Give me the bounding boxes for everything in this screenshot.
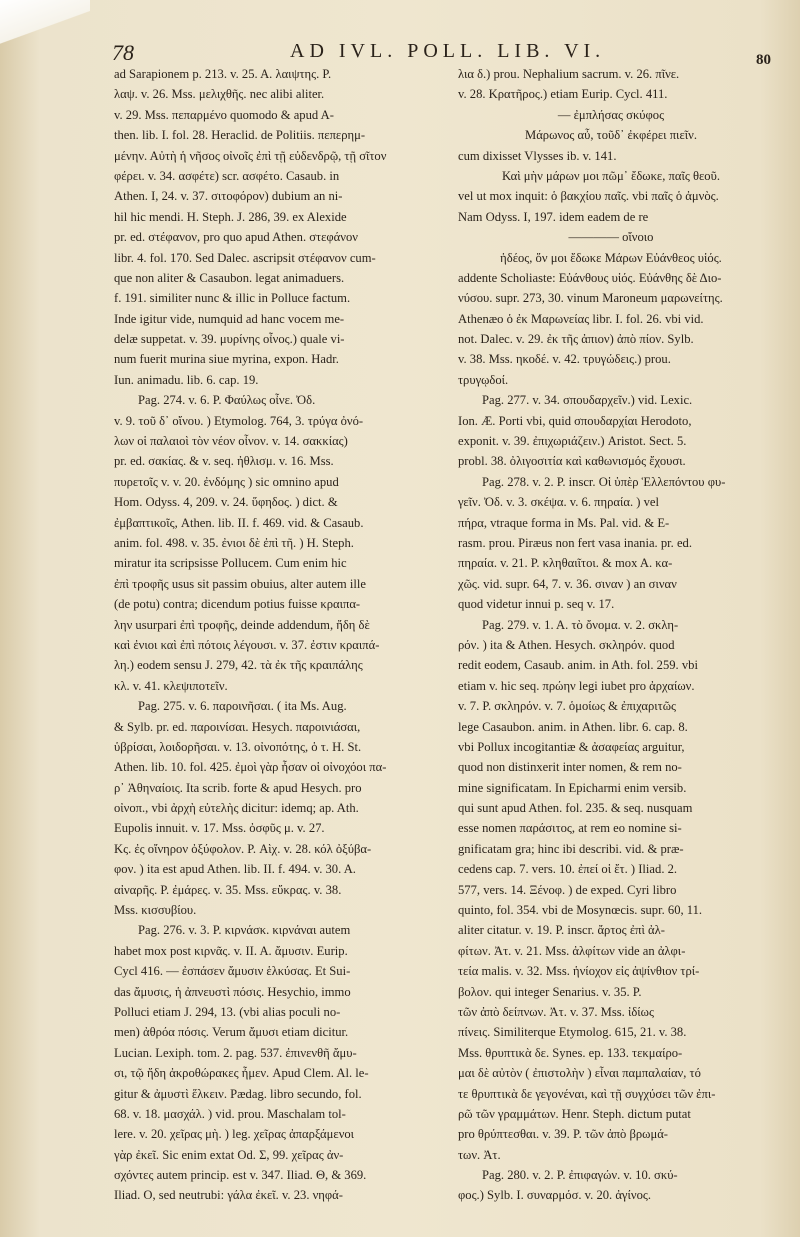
- right-text-column: [458, 64, 764, 1206]
- text-line: delæ suppetat. v. 39. μυρίνης οἶνος.) quale vi-: [114, 332, 345, 347]
- text-line: φέρει. v. 34. ασφέτε) scr. ασφέτο. Casaub. in: [114, 168, 340, 183]
- text-line: esse nomen παράσιτος, at rem eo nomine si-: [458, 821, 682, 836]
- text-line: Pag. 278. v. 2. P. inscr. Οἱ ὑπὲρ Ἑλλεπόντου φυ-: [482, 474, 726, 489]
- text-line: Ion. Æ. Porti vbi, quid σπουδαρχίαι Herodoto,: [458, 413, 692, 428]
- text-line: gnificatam gra; hinc ibi describi. vid. & præ-: [458, 841, 684, 856]
- text-line: Μάρωνος αὖ, τοῦδ᾽ ἐκφέρει πιεῖν.: [525, 128, 697, 143]
- text-line: — ἐμπλήσας σκύφος: [557, 107, 665, 122]
- text-line: lere. v. 20. χεῖρας μὴ. ) leg. χεῖρας ἀπαρξάμενοι: [114, 1127, 355, 1142]
- text-line: v. 7. P. σκληρόν. v. 7. ὁμοίως & ἐπιχαριτῶς: [458, 699, 676, 714]
- text-line: Καὶ μὴν μάρων μοι πῶμ᾽ ἔδωκε, παῖς θεοῦ.: [502, 168, 720, 183]
- text-line: πυρετοῖς v. v. 20. ἐνδόμης ) sic omnino apud: [114, 474, 339, 489]
- text-line: v. 29. Mss. πεπαρμένο quomodo & apud A-: [114, 107, 334, 122]
- text-line: lege Casaubon. anim. in Athen. libr. 6. cap. 8.: [458, 719, 688, 734]
- text-line: ἐμβαπτικοῖς, Athen. lib. II. f. 469. vid. & Casaub.: [114, 515, 364, 530]
- text-line: πίνεις. Similiterque Etymolog. 615, 21. v. 38.: [458, 1025, 687, 1040]
- text-line: quod videtur innui p. seq v. 17.: [458, 597, 615, 612]
- text-line: μένην. Αὐτὴ ἡ νῆσος οἰνοῖς ἐπὶ τῇ εὐδενδρῷ, τῇ σῖτον: [114, 148, 387, 163]
- text-line: quinto, fol. 354. vbi de Mosynœcis. supr. 60, 11.: [458, 903, 703, 918]
- text-line: σι, τῷ ἤδη ἀκροθώρακες ἦμεν. Apud Clem. Al. le-: [114, 1066, 369, 1081]
- text-line: τρυγῳδοί.: [458, 372, 509, 387]
- text-line: λην usurpari ἐπὶ τροφῆς, deinde addendum, ἤδη δὲ: [114, 617, 370, 632]
- text-line: pro θρύπτεσθαι. v. 39. P. τῶν ἀπὸ βρωμά-: [458, 1127, 668, 1142]
- text-line: ρῶ τῶν γραμμάτων. Henr. Steph. dictum putat: [458, 1106, 691, 1121]
- text-line: ad Sarapionem p. 213. v. 25. A. λαιψτης. P.: [114, 67, 332, 81]
- text-line: Hom. Odyss. 4, 209. v. 24. ὕφηδος. ) dict. &: [114, 495, 338, 510]
- text-line: libr. 4. fol. 170. Sed Dalec. ascripsit στέφανον cum-: [114, 250, 376, 265]
- text-line: ἡδέος, ὅν μοι ἔδωκε Μάρων Εὐάνθεος υἱός.: [500, 250, 722, 265]
- text-line: ρ᾽ Ἀθηναίοις. Ita scrib. forte & apud Hesych. pro: [114, 780, 362, 795]
- text-line: ὑβρίσαι, λοιδορῆσαι. v. 13. οἰνοπότης, ὁ τ. H. St.: [114, 739, 362, 754]
- text-line: hil hic mendi. H. Steph. J. 286, 39. ex Alexide: [114, 209, 347, 224]
- text-line: addente Scholiaste: Εὐάνθους υἱός. Εὐάνθης δὲ Διο-: [458, 270, 722, 285]
- text-line: cum dixisset Vlysses ib. v. 141.: [458, 148, 617, 163]
- text-line: habet mox post κιρνᾶς. v. II. A. ἄμυσιν. Eurip.: [114, 943, 348, 958]
- text-line: λη.) eodem sensu J. 279, 42. τὰ ἐκ τῆς κραιπάλης: [114, 658, 363, 673]
- text-line: λια δ.) prou. Nephalium sacrum. v. 26. πῖνε.: [458, 67, 680, 81]
- text-line: πήρα, vtraque forma in Ms. Pal. vid. & E-: [458, 515, 670, 530]
- text-line: men) ἀθρόα πόσις. Verum ἄμυσι etiam dicitur.: [114, 1025, 349, 1040]
- text-line: καὶ ἐνιοι καὶ ἐπὶ πότοις λέγουσι. v. 37. ἐστιν κραιπά-: [114, 637, 380, 652]
- text-line: νύσου. supr. 273, 30. vinum Maroneum μαρωνείτης.: [458, 291, 723, 306]
- text-line: των. Ἀτ.: [458, 1147, 501, 1162]
- text-line: 68. v. 18. μασχάλ. ) vid. prou. Maschalam tol-: [114, 1106, 346, 1121]
- text-line: cedens cap. 7. vers. 10. ἐπεί οἱ ἔτ. ) Iliad. 2.: [458, 862, 678, 877]
- text-line: rasm. prou. Piræus non fert vasa inania. pr. ed.: [458, 535, 692, 550]
- text-line: Iliad. Ο, sed neutrubi: γάλα ἐκεῖ. v. 23. νηφά-: [114, 1188, 343, 1203]
- text-line: Athenæo ὁ ἐκ Μαρωνείας libr. I. fol. 26. vbi vid.: [458, 311, 704, 326]
- text-line: que non aliter & Casaubon. legat animaduers.: [114, 270, 345, 285]
- text-line: then. lib. I. fol. 28. Heraclid. de Politiis. πεπερημ-: [114, 128, 366, 143]
- text-line: γὰρ ἐκεῖ. Sic enim extat Od. Σ, 99. χεῖρας ἀν-: [114, 1147, 344, 1162]
- text-line: Mss. θρυπτικὰ δε. Synes. ep. 133. τεκμαίρο-: [458, 1045, 683, 1060]
- text-line: σχόντες autem princip. est v. 347. Iliad. Θ, & 369.: [114, 1168, 367, 1183]
- text-line: φος.) Sylb. I. συναρμόσ. v. 20. ἀγίνος.: [458, 1188, 652, 1203]
- text-line: Pag. 274. v. 6. P. Φαύλως οἶνε. Ὀδ.: [138, 393, 316, 408]
- page-number-left: 78: [112, 40, 134, 65]
- text-line: v. 9. τοῦ δ᾽ οἴνου. ) Etymolog. 764, 3. τρύγα ὀνό-: [114, 413, 364, 428]
- text-line: probl. 38. ὀλιγοσιτία καὶ καθωνισμός ἔχουσι.: [458, 454, 686, 469]
- text-line: redit eodem, Casaub. anim. in Ath. fol. 259. vbi: [458, 658, 698, 673]
- text-line: gitur & ἀμυστὶ ἕλκειν. Pædag. libro secundo, fol.: [114, 1086, 362, 1101]
- text-line: aliter citatur. v. 19. P. inscr. ἄρτος ἐπὶ ἀλ-: [458, 923, 665, 938]
- running-head: AD IVL. POLL. LIB. VI.: [290, 40, 606, 62]
- text-line: Eupolis innuit. v. 17. Mss. ὀσφῦς μ. v. 27.: [114, 821, 325, 836]
- text-line: Pag. 275. v. 6. παροινῆσαι. ( ita Ms. Aug.: [138, 699, 347, 714]
- text-line: Lucian. Lexiph. tom. 2. pag. 537. ἐπινενθῆ ἄμυ-: [114, 1045, 357, 1060]
- text-line: quod non distinxerit inter nomen, & rem no-: [458, 760, 682, 775]
- text-line: ρόν. ) ita & Athen. Hesych. σκληρόν. quod: [458, 637, 675, 652]
- text-line: φον. ) ita est apud Athen. lib. II. f. 494. v. 30. A.: [114, 862, 356, 877]
- text-line: Mss. κισσυβίου.: [114, 903, 197, 918]
- text-line: Cycl 416. — ἐσπάσεν ἄμυσιν ἑλκύσας. Et Sui-: [114, 964, 351, 979]
- text-line: vbi Pollux incogitantiæ & ἀσαφείας arguitur,: [458, 739, 685, 754]
- text-line: τῶν ἀπὸ δείπνων. Ἀτ. v. 37. Mss. ἰδίως: [458, 1004, 654, 1019]
- text-line: ἐπὶ τροφῆς usus sit passim obuius, alter autem ille: [114, 576, 366, 591]
- text-line: etiam v. hic seq. πρώην legi iubet pro ἀρχαίων.: [458, 678, 695, 693]
- text-line: Pag. 279. v. 1. A. τὸ ὄνομα. v. 2. σκλη-: [482, 617, 679, 632]
- text-line: μαι δὲ αὐτὸν ( ἐπιστολὴν ) εἶναι παμπαλαίαν, τό: [458, 1066, 701, 1081]
- text-line: Athen. lib. 10. fol. 425. ἐμοὶ γὰρ ἦσαν οἱ οἰνοχόοι πα-: [114, 760, 387, 775]
- text-line: Κς. ἐς οἴνηρον ὀξύφολον. P. Αὶχ. v. 28. κόλ ὀξύβα-: [114, 841, 372, 856]
- text-line: ———— οἴνοιο: [568, 230, 654, 245]
- text-line: Pag. 280. v. 2. P. ἐπιφαγών. v. 10. σκύ-: [482, 1168, 678, 1183]
- text-line: v. 38. Mss. ηκοδέ. v. 42. τρυγώδεις.) prou.: [458, 352, 671, 367]
- text-line: λαψ. v. 26. Mss. μελιχθῆς. nec alibi aliter.: [114, 87, 325, 102]
- text-line: f. 191. similiter nunc & illic in Polluce factum.: [114, 291, 351, 306]
- text-line: τεία malis. v. 32. Mss. ἡνίοχον εἰς ἀψίνθιον τρί-: [458, 964, 700, 979]
- text-line: pr. ed. στέφανον, pro quo apud Athen. στεφάνον: [114, 230, 358, 245]
- text-line: miratur ita scripsisse Pollucem. Cum enim hic: [114, 556, 347, 571]
- text-line: 577, vers. 14. Ξένοφ. ) de exped. Cyri libro: [458, 882, 677, 897]
- text-line: αἰναρῆς. P. ἐμάρες. v. 35. Mss. εὔκρας. v. 38.: [114, 882, 342, 897]
- text-line: mine significatam. In Epicharmi enim versib.: [458, 780, 687, 795]
- page-number-right: 80: [756, 52, 771, 68]
- text-line: anim. fol. 498. v. 35. ἐνιοι δὲ ἐπὶ τῆ. ) H. Steph.: [114, 535, 354, 550]
- text-line: Pag. 276. v. 3. P. κιρνάσκ. κιρνάναι autem: [138, 923, 351, 938]
- text-line: Iun. animadu. lib. 6. cap. 19.: [114, 372, 259, 387]
- text-line: (de potu) contra; dicendum potius fuisse κραιπα-: [114, 597, 361, 612]
- text-line: λων οἱ παλαιοὶ τὸν νέον οἶνον. v. 14. σακκίας): [114, 434, 348, 449]
- text-line: not. Dalec. v. 29. ἐκ τῆς ἀπιον) ἀπὸ πίον. Sylb.: [458, 332, 694, 347]
- text-line: Nam Odyss. I, 197. idem eadem de re: [458, 209, 649, 224]
- left-text-column: [114, 64, 444, 1206]
- text-line: γεῖν. Ὀδ. v. 3. σκέψα. v. 6. πηραία. ) vel: [458, 495, 659, 510]
- text-line: χῶς. vid. supr. 64, 7. v. 36. σιναν ) an σιναν: [458, 576, 677, 591]
- text-line: das ἄμυσις, ἡ ἀπνευστὶ πόσις. Hesychio, immo: [114, 984, 351, 999]
- text-line: pr. ed. σακίας. & v. seq. ἠθλισμ. v. 16. Mss.: [114, 454, 334, 469]
- text-line: Polluci etiam J. 294, 13. (vbi alias poculi no-: [114, 1004, 341, 1019]
- text-line: Inde igitur vide, numquid ad hanc vocem me-: [114, 311, 345, 326]
- text-line: exponit. v. 39. ἐπιχωριάζειν.) Aristot. Sect. 5.: [458, 434, 687, 449]
- text-line: κλ. v. 41. κλεψιποτεῖν.: [114, 678, 228, 693]
- text-line: βολον. qui integer Senarius. v. 35. P.: [458, 984, 642, 999]
- text-line: v. 28. Κρατῆρος.) etiam Eurip. Cycl. 411.: [458, 87, 668, 102]
- text-line: Athen. I, 24. v. 37. σιτοφόρον) dubium an ni-: [114, 189, 343, 204]
- text-line: Pag. 277. v. 34. σπουδαρχεῖν.) vid. Lexic.: [482, 393, 693, 408]
- text-line: πηραία. v. 21. P. κληθαιῖτοι. & mox A. κα-: [458, 556, 673, 571]
- text-line: οἰνοπ., vbi ἀρχὴ εὐτελὴς dicitur: idemq; ap. Ath.: [114, 801, 359, 816]
- text-line: τε θρυπτικὰ δε γεγονέναι, καὶ τῇ συγχύσει τῶν ἐπι-: [458, 1086, 716, 1101]
- text-line: φίτων. Ἀτ. v. 21. Mss. ἀλφίτων vide an ἀλφι-: [458, 943, 686, 958]
- text-line: num fuerit murina siue myrina, expon. Hadr.: [114, 352, 339, 367]
- text-line: vel ut mox inquit: ὁ βακχίου παῖς. vbi παῖς ὁ ἀμνὸς.: [458, 189, 719, 204]
- text-line: & Sylb. pr. ed. παροινίσαι. Hesych. παροινιάσαι,: [114, 719, 361, 734]
- text-line: qui sunt apud Athen. fol. 235. & seq. nusquam: [458, 801, 693, 816]
